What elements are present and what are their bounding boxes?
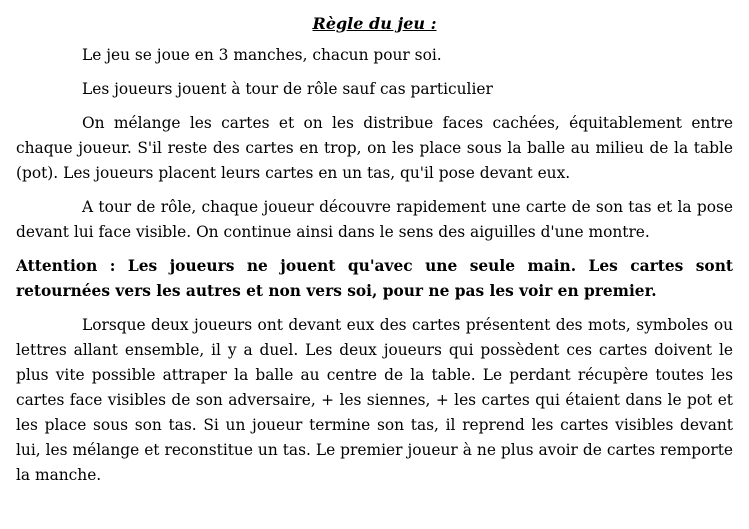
paragraph-rounds: Le jeu se joue en 3 manches, chacun pour soi. <box>82 46 442 64</box>
paragraph-duel: Lorsque deux joueurs ont devant eux des cartes présentent des mots, symboles ou lettres allant ensemble, il y a duel. Les deux joueurs qui possèdent ces cartes doivent le plus vite possible attraper la balle au centre de la table. Le perdant récupère toutes les cartes face visibles de son adversaire, + les siennes, + les cartes qui étaient dans le pot et les place sous son tas. Si un joueur termine son tas, il reprend les cartes visibles devant lui, les mélange et reconstitue un tas. Le premier joueur à ne plus avoir de cartes remporte la manche. <box>16 316 733 484</box>
rules-document <box>16 12 733 488</box>
paragraph-dealing: On mélange les cartes et on les distribue faces cachées, équitablement entre chaque joueur. S'il reste des cartes en trop, on les place sous la balle au milieu de la table (pot). Les joueurs placent leurs cartes en un tas, qu'il pose devant eux. <box>16 114 733 182</box>
page-title: Règle du jeu : <box>312 14 437 33</box>
paragraph-attention: Attention : Les joueurs ne jouent qu'avec une seule main. Les cartes sont retournées vers les autres et non vers soi, pour ne pas les voir en premier. <box>16 257 733 300</box>
paragraph-turns: Les joueurs jouent à tour de rôle sauf cas particulier <box>82 80 493 98</box>
paragraph-play-order: A tour de rôle, chaque joueur découvre rapidement une carte de son tas et la pose devant lui face visible. On continue ainsi dans le sens des aiguilles d'une montre. <box>16 198 733 241</box>
